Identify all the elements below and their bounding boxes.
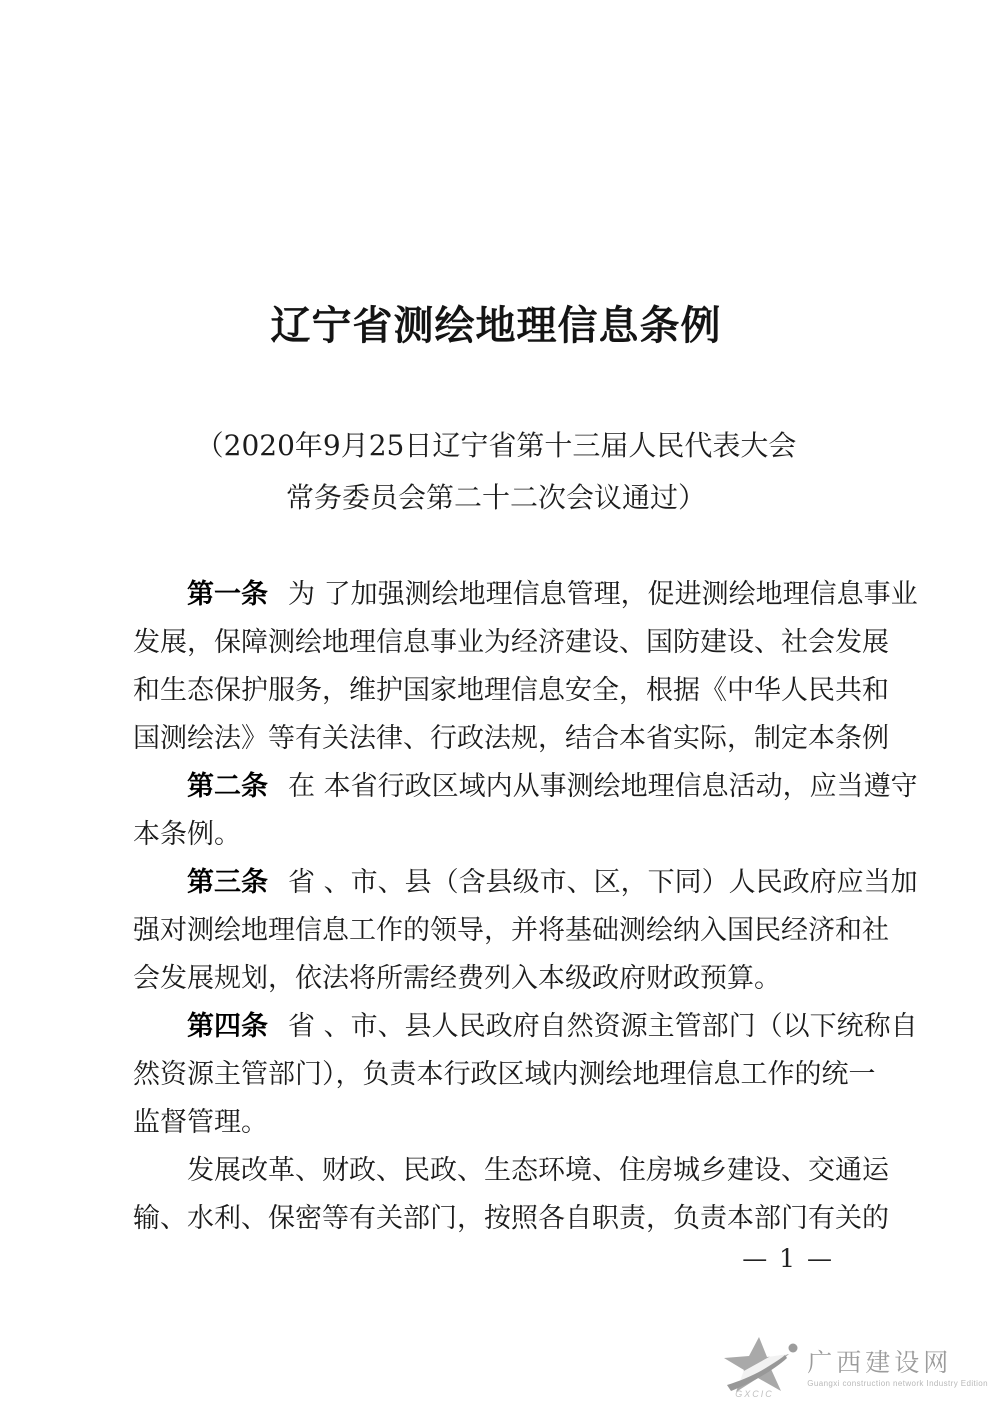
watermark-title: 广西建设网 bbox=[807, 1348, 953, 1377]
body-line bbox=[133, 810, 881, 858]
body-line bbox=[133, 1002, 918, 1050]
article-number: 第三条 bbox=[187, 867, 268, 897]
body-line bbox=[133, 618, 889, 666]
body-line bbox=[133, 762, 918, 810]
body-line bbox=[133, 1050, 881, 1098]
subtitle-line: 常务委员会第二十二次会议通过） bbox=[285, 481, 706, 514]
body-line bbox=[133, 954, 881, 1002]
body-line bbox=[133, 906, 889, 954]
watermark-subtitle: Guangxi construction network Industry Edition bbox=[807, 1378, 988, 1388]
body-line bbox=[133, 1194, 889, 1242]
document-subtitle bbox=[0, 420, 992, 524]
body-line bbox=[133, 858, 918, 906]
body-line-text: 为 了加强测绘地理信息管理，促进测绘地理信息事业 bbox=[288, 579, 918, 610]
logo-caption: GXCIC bbox=[735, 1389, 774, 1399]
body-line-text: 会发展规划，依法将所需经费列入本级政府财政预算。 bbox=[133, 963, 781, 994]
body-line-text: 省 、市、县人民政府自然资源主管部门（以下统称自 bbox=[288, 1011, 918, 1042]
body-line bbox=[133, 570, 918, 618]
body-line-text: 监督管理。 bbox=[133, 1107, 268, 1138]
subtitle-line: （2020年9月25日辽宁省第十三届人民代表大会 bbox=[195, 429, 797, 462]
body-line-text: 国测绘法》等有关法律、行政法规，结合本省实际，制定本条例 bbox=[133, 723, 889, 754]
watermark-text bbox=[807, 1349, 988, 1388]
body-line-text: 和生态保护服务，维护国家地理信息安全，根据《中华人民共和 bbox=[133, 675, 889, 706]
body-line bbox=[133, 1146, 889, 1194]
article-number: 第二条 bbox=[187, 771, 268, 801]
body-line bbox=[133, 714, 889, 762]
body-line-text: 在 本省行政区域内从事测绘地理信息活动，应当遵守 bbox=[288, 771, 918, 802]
page-title: 辽宁省测绘地理信息条例 bbox=[270, 304, 722, 348]
body-line-text: 发展改革、财政、民政、生态环境、住房城乡建设、交通运 bbox=[187, 1155, 889, 1186]
star-logo-icon bbox=[713, 1335, 799, 1401]
body-line-text: 然资源主管部门），负责本行政区域内测绘地理信息工作的统一 bbox=[133, 1059, 876, 1090]
body-line-text: 省 、市、县（含县级市、区，下同）人民政府应当加 bbox=[288, 867, 918, 898]
body-line bbox=[133, 1098, 881, 1146]
body-line bbox=[133, 666, 889, 714]
body-line-text: 发展，保障测绘地理信息事业为经济建设、国防建设、社会发展 bbox=[133, 627, 889, 658]
article-number: 第四条 bbox=[187, 1011, 268, 1041]
article-number: 第一条 bbox=[187, 579, 268, 609]
watermark bbox=[713, 1335, 988, 1401]
body-line-text: 强对测绘地理信息工作的领导，并将基础测绘纳入国民经济和社 bbox=[133, 915, 889, 946]
page-number: — 1 — bbox=[742, 1244, 834, 1273]
body-line-text: 输、水利、保密等有关部门，按照各自职责，负责本部门有关的 bbox=[133, 1203, 889, 1234]
body-line-text: 本条例。 bbox=[133, 819, 241, 850]
document-body bbox=[133, 570, 918, 1242]
